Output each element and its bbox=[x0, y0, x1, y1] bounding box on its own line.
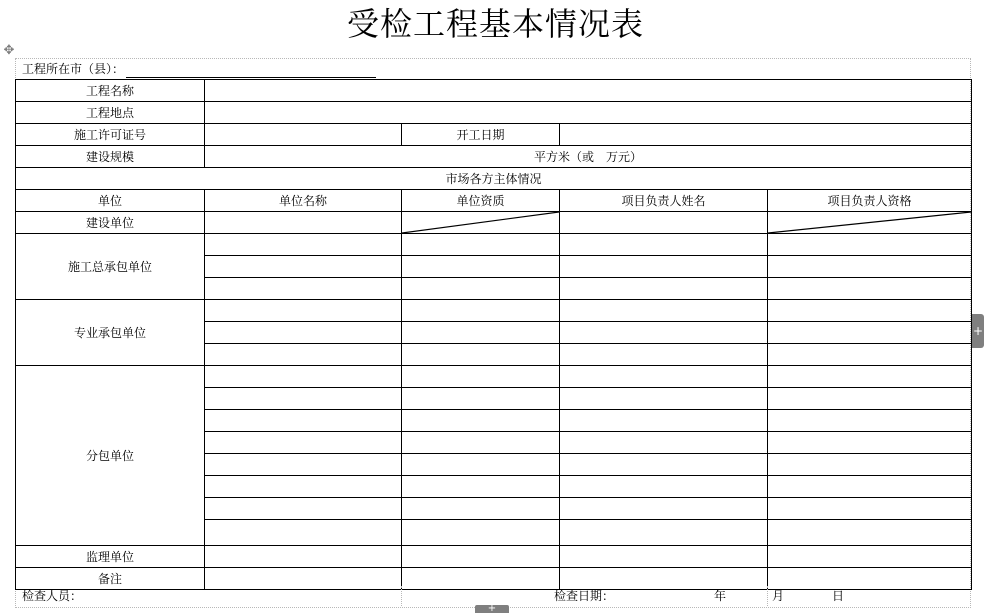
inspection-date-label: 检查日期： bbox=[554, 589, 615, 603]
table-cell[interactable] bbox=[768, 388, 972, 410]
table-cell[interactable] bbox=[205, 432, 402, 454]
city-line bbox=[22, 60, 376, 78]
inspection-date-line bbox=[554, 586, 844, 606]
market-section-header: 市场各方主体情况 bbox=[16, 168, 972, 190]
table-cell[interactable] bbox=[768, 546, 972, 568]
construction-unit-name-cell[interactable] bbox=[205, 212, 402, 234]
remarks-cell[interactable] bbox=[205, 568, 402, 590]
table-cell[interactable] bbox=[402, 432, 560, 454]
table-cell[interactable] bbox=[560, 278, 768, 300]
specialty-contractor-label: 专业承包单位 bbox=[16, 300, 205, 366]
table-cell[interactable] bbox=[768, 256, 972, 278]
table-cell[interactable] bbox=[205, 234, 402, 256]
project-location-label: 工程地点 bbox=[16, 102, 205, 124]
inspection-table bbox=[15, 79, 972, 590]
table-cell[interactable] bbox=[560, 498, 768, 520]
table-cell[interactable] bbox=[560, 546, 768, 568]
subcontractor-label: 分包单位 bbox=[16, 366, 205, 546]
table-cell[interactable] bbox=[402, 410, 560, 432]
table-cell[interactable] bbox=[402, 256, 560, 278]
table-cell[interactable] bbox=[205, 366, 402, 388]
table-cell[interactable] bbox=[560, 256, 768, 278]
table-cell[interactable] bbox=[402, 520, 560, 546]
table-cell[interactable] bbox=[402, 546, 560, 568]
table-cell[interactable] bbox=[402, 366, 560, 388]
table-cell[interactable] bbox=[768, 498, 972, 520]
table-cell[interactable] bbox=[205, 344, 402, 366]
permit-no-label: 施工许可证号 bbox=[16, 124, 205, 146]
table-cell[interactable] bbox=[560, 344, 768, 366]
construction-pm-qualification-na bbox=[768, 212, 972, 234]
table-cell[interactable] bbox=[205, 546, 402, 568]
table-cell[interactable] bbox=[768, 476, 972, 498]
construction-unit-label: 建设单位 bbox=[16, 212, 205, 234]
table-cell[interactable] bbox=[205, 388, 402, 410]
scale-label: 建设规模 bbox=[16, 146, 205, 168]
header-pm-name: 项目负责人姓名 bbox=[560, 190, 768, 212]
table-cell[interactable] bbox=[205, 256, 402, 278]
city-input-line[interactable] bbox=[126, 63, 376, 78]
start-date-cell[interactable] bbox=[560, 124, 972, 146]
remarks-label: 备注 bbox=[16, 568, 205, 590]
table-cell[interactable] bbox=[768, 432, 972, 454]
general-contractor-label: 施工总承包单位 bbox=[16, 234, 205, 300]
table-cell[interactable] bbox=[402, 300, 560, 322]
footer-divider bbox=[401, 586, 402, 606]
remarks-cell[interactable] bbox=[402, 568, 560, 590]
table-cell[interactable] bbox=[560, 476, 768, 498]
table-cell[interactable] bbox=[560, 388, 768, 410]
table-cell[interactable] bbox=[402, 388, 560, 410]
table-cell[interactable] bbox=[402, 454, 560, 476]
header-unit-name: 单位名称 bbox=[205, 190, 402, 212]
table-cell[interactable] bbox=[768, 366, 972, 388]
table-cell[interactable] bbox=[768, 234, 972, 256]
project-location-cell[interactable] bbox=[205, 102, 972, 124]
table-cell[interactable] bbox=[205, 278, 402, 300]
table-cell[interactable] bbox=[205, 476, 402, 498]
project-name-label: 工程名称 bbox=[16, 80, 205, 102]
header-pm-qualification: 项目负责人资格 bbox=[768, 190, 972, 212]
table-cell[interactable] bbox=[768, 410, 972, 432]
month-label: 月 bbox=[772, 589, 785, 603]
table-cell[interactable] bbox=[768, 454, 972, 476]
table-cell[interactable] bbox=[768, 322, 972, 344]
city-label: 工程所在市（县）： bbox=[22, 62, 125, 76]
table-cell[interactable] bbox=[205, 520, 402, 546]
year-label: 年 bbox=[714, 589, 727, 603]
table-cell[interactable] bbox=[560, 366, 768, 388]
table-cell[interactable] bbox=[205, 498, 402, 520]
scale-unit: 平方米（或 万元） bbox=[533, 149, 642, 164]
add-row-plus-icon[interactable]: + bbox=[475, 605, 509, 613]
table-move-handle-icon[interactable]: ✥ bbox=[3, 43, 15, 58]
table-cell[interactable] bbox=[768, 300, 972, 322]
add-column-plus-icon[interactable]: + bbox=[972, 314, 984, 348]
table-cell[interactable] bbox=[205, 322, 402, 344]
table-cell[interactable] bbox=[768, 344, 972, 366]
construction-pm-name-cell[interactable] bbox=[560, 212, 768, 234]
table-cell[interactable] bbox=[768, 278, 972, 300]
table-cell[interactable] bbox=[560, 410, 768, 432]
start-date-label: 开工日期 bbox=[402, 124, 560, 146]
inspector-label: 检查人员： bbox=[22, 589, 83, 603]
scale-cell[interactable] bbox=[205, 146, 972, 168]
table-cell[interactable] bbox=[560, 454, 768, 476]
supervision-unit-label: 监理单位 bbox=[16, 546, 205, 568]
table-cell[interactable] bbox=[402, 234, 560, 256]
table-cell[interactable] bbox=[560, 322, 768, 344]
table-cell[interactable] bbox=[768, 520, 972, 546]
table-cell[interactable] bbox=[402, 278, 560, 300]
table-cell[interactable] bbox=[560, 432, 768, 454]
header-unit-qualification: 单位资质 bbox=[402, 190, 560, 212]
table-cell[interactable] bbox=[205, 300, 402, 322]
table-cell[interactable] bbox=[402, 476, 560, 498]
table-cell[interactable] bbox=[560, 520, 768, 546]
table-cell[interactable] bbox=[560, 300, 768, 322]
table-cell[interactable] bbox=[402, 498, 560, 520]
header-unit: 单位 bbox=[16, 190, 205, 212]
table-cell[interactable] bbox=[402, 322, 560, 344]
table-cell[interactable] bbox=[402, 344, 560, 366]
table-cell[interactable] bbox=[560, 234, 768, 256]
permit-no-cell[interactable] bbox=[205, 124, 402, 146]
project-name-cell[interactable] bbox=[205, 80, 972, 102]
table-cell[interactable] bbox=[205, 410, 402, 432]
page-title: 受检工程基本情况表 bbox=[346, 5, 644, 43]
table-cell[interactable] bbox=[205, 454, 402, 476]
day-label: 日 bbox=[832, 589, 845, 603]
construction-unit-qualification-na bbox=[402, 212, 560, 234]
